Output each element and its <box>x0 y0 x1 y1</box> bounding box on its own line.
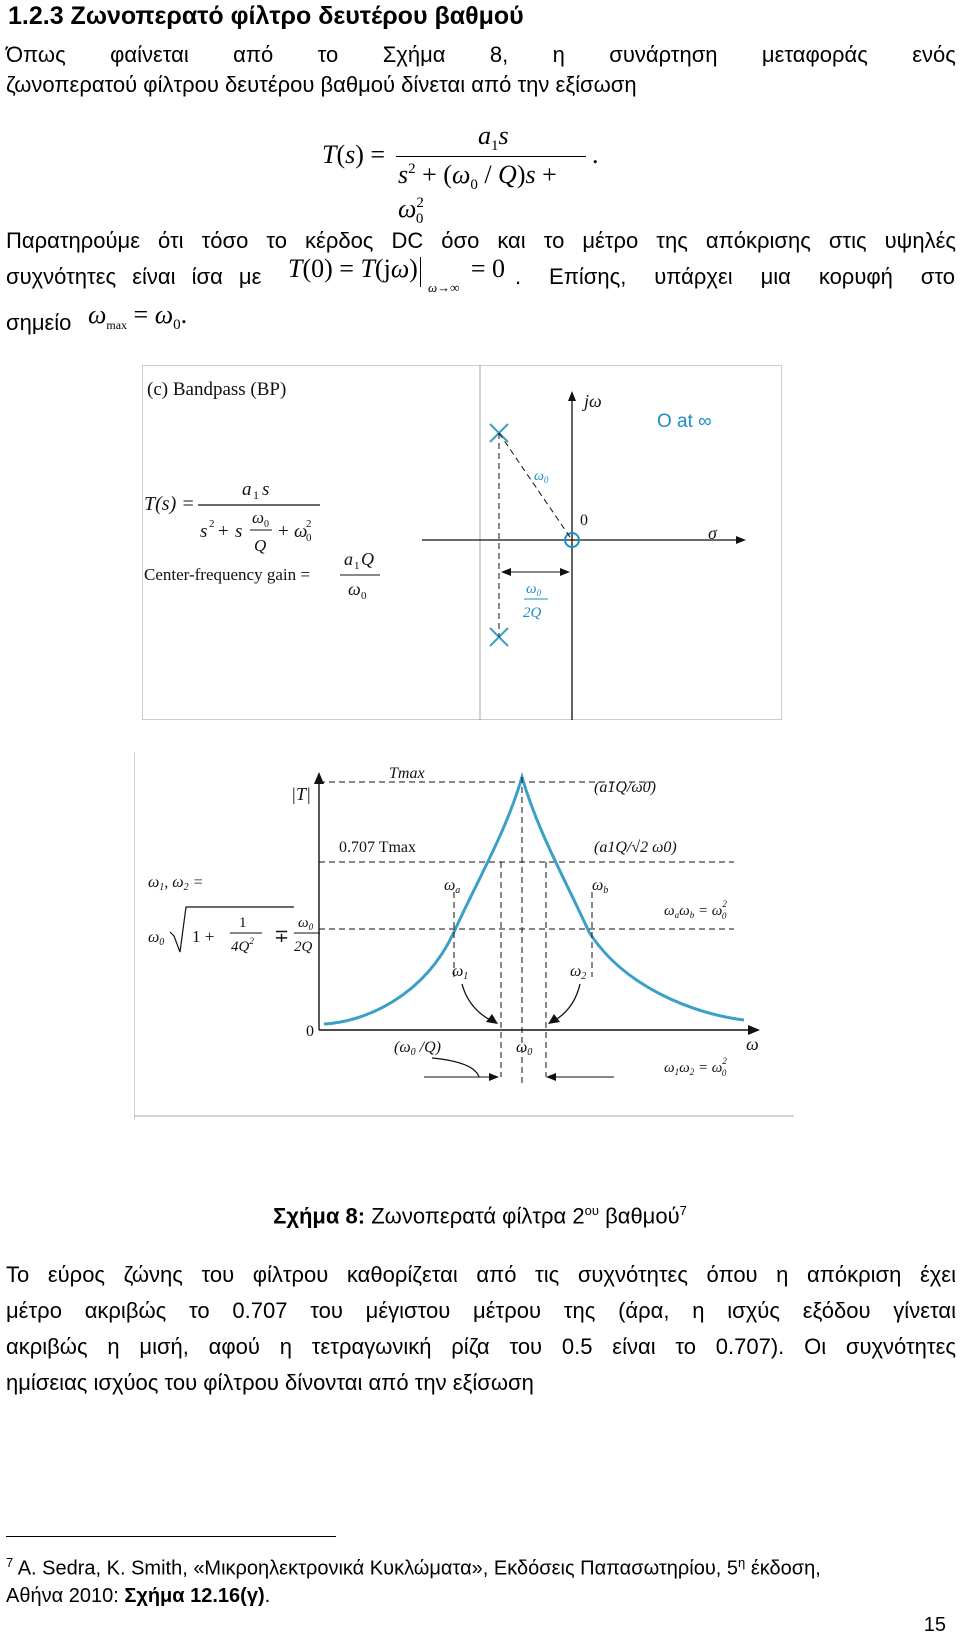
svg-text:s: s <box>235 521 243 542</box>
bandwidth-line-3: ακριβώς η μισή, αφού η τετραγωνική ρίζα του 0.5 είναι το 0.707). Οι συχνότητες <box>6 1334 956 1359</box>
svg-text:s: s <box>262 479 270 500</box>
eq-fraction-bar <box>396 156 586 157</box>
svg-text:∓: ∓ <box>274 926 290 946</box>
observe-math: T(0) = T(jω) = 0 <box>288 254 505 287</box>
svg-text:0: 0 <box>361 590 367 602</box>
svg-text:ω0: $\omega_0$ <box>526 581 542 598</box>
svg-text:a: a <box>344 549 353 569</box>
svg-text:0: 0 <box>264 519 269 530</box>
footnote-line-2: Αθήνα 2010: Σχήμα 12.16(γ). <box>6 1585 271 1607</box>
observe-line-3: σημείο <box>6 310 72 335</box>
svg-text:Q: Q <box>361 549 374 569</box>
intro-word: Όπως <box>6 42 66 67</box>
x-axis-label: ω <box>746 1034 759 1054</box>
intro-word: συνάρτηση <box>609 42 718 67</box>
tmax-label: Tmax <box>389 765 425 782</box>
wb-label: ωb <box>592 877 609 896</box>
observe-line-2-start: συχνότητες είναι ίσα με <box>6 264 262 289</box>
observe-math-2: $\omega_{max} = \omega_0$. <box>88 300 188 333</box>
intro-word: ενός <box>912 42 956 67</box>
intro-word: Σχήμα <box>382 42 446 67</box>
w2-label: ω2 <box>570 963 587 982</box>
svg-text:ω: ω <box>348 579 361 599</box>
intro-word: η <box>552 42 565 67</box>
observe-line-1: Παρατηρούμε ότι τόσο το κέρδος DC όσο και το μέτρο της απόκρισης στις υψηλές <box>6 228 956 253</box>
t707-value: (a1Q/√2 ω0) <box>594 839 677 856</box>
figure-caption <box>0 1203 960 1229</box>
w1-w2-formula <box>148 874 320 955</box>
caption-label: Σχήμα 8: <box>273 1203 366 1229</box>
svg-text:2Q: 2Q <box>523 605 542 621</box>
caption-sup: ου <box>584 1203 599 1218</box>
eq-lhs: T(s) = <box>322 140 386 169</box>
svg-text:+: + <box>218 521 229 542</box>
svg-text:ω: ω <box>294 521 308 542</box>
intro-word: από <box>233 42 274 67</box>
svg-text:+: + <box>278 521 289 542</box>
page-number: 15 <box>923 1614 946 1636</box>
svg-text:ω1, ω2 =: ω1, ω2 = <box>148 874 204 893</box>
w0-axis-label: ω0 <box>516 1039 533 1058</box>
caption-text: Ζωνοπερατά φίλτρα 2 <box>365 1203 585 1229</box>
tmax-value: (a1Q/ω0) <box>594 779 656 796</box>
svg-text:ω0: $\omega_0$ <box>298 915 314 932</box>
w1-label: ω1 <box>452 963 469 982</box>
intro-line-2: ζωνοπερατού φίλτρου δευτέρου βαθμού δίνεται από την εξίσωση <box>6 72 637 97</box>
intro-word: μεταφοράς <box>761 42 868 67</box>
svg-text:2: 2 <box>209 518 215 530</box>
limit-subscript: ω→∞ <box>428 280 460 295</box>
bandwidth-line-2: μέτρο ακριβώς το 0.707 του μέγιστου μέτρου της (άρα, η ισχύς εξόδου γίνεται <box>6 1298 956 1323</box>
bandwidth-leader <box>432 1058 479 1077</box>
svg-text:ω: ω <box>252 508 265 527</box>
intro-word: το <box>317 42 339 67</box>
bandwidth-label: (ω0 /Q) <box>394 1039 441 1058</box>
caption-footnote-ref: 7 <box>679 1203 687 1218</box>
w1w2-label: $\omega_1\omega_2 = \omega^2$ 0 <box>664 1056 727 1078</box>
svg-text:4Q2: $4Q^2$ <box>231 936 254 955</box>
eq-end: . <box>592 140 599 169</box>
footnote-mark: 7 <box>6 1555 14 1570</box>
w0-label: $\omega_0$ <box>534 469 549 485</box>
section-heading: 1.2.3 Ζωνοπερατό φίλτρο δευτέρου βαθμού <box>8 2 524 30</box>
intro-word: φαίνεται <box>110 42 189 67</box>
svg-text:a: a <box>242 479 252 500</box>
svg-text:1: 1 <box>354 560 360 572</box>
svg-text:0: 0 <box>306 532 312 544</box>
svg-text:s: s <box>200 521 208 542</box>
svg-text:1: 1 <box>239 915 247 931</box>
zero-at-infinity-note: O at ∞ <box>657 411 712 432</box>
bandwidth-line-1: Το εύρος ζώνης του φίλτρου καθορίζεται από τις συχνότητες όπου η απόκριση έχει <box>6 1262 956 1287</box>
eq-numerator: $a_1s$ <box>478 121 509 154</box>
w1-arrow <box>462 984 494 1022</box>
origin-zero: 0 <box>306 1023 314 1040</box>
bandwidth-line-4: ημίσειας ισχύος του φίλτρου δίνονται από την εξίσωση <box>6 1370 534 1395</box>
figure-title: (c) Bandpass (BP) <box>147 379 287 400</box>
wa-label: ωa <box>444 877 461 896</box>
y-axis-label: |T| <box>291 784 311 804</box>
svg-text:T(s) =: T(s) = <box>144 493 195 515</box>
magnitude-response-figure <box>134 752 794 1120</box>
svg-text:2Q: 2Q <box>294 939 313 955</box>
pole-zero-figure <box>142 365 782 720</box>
t707-label: 0.707 Tmax <box>339 839 417 856</box>
axis-jw-label: jω <box>584 391 602 411</box>
svg-text:Q: Q <box>254 536 267 555</box>
eq-denominator: $s^2 + (\omega_0 / Q)s + \omega^2_0$ <box>398 160 557 227</box>
svg-text:1: 1 <box>253 488 259 502</box>
svg-text:1 +: 1 + <box>192 927 215 946</box>
intro-word: 8, <box>489 42 509 67</box>
wawb-label: $\omega_a\omega_b = \omega^2$ 0 <box>664 899 727 921</box>
footnote-rule <box>6 1536 336 1537</box>
axis-sigma-label: σ <box>708 523 717 543</box>
observe-line-2-end: . Επίσης, υπάρχει μια κορυφή στο <box>515 264 955 289</box>
svg-text:ω0: ω0 <box>148 929 165 948</box>
svg-text:2: 2 <box>306 518 312 530</box>
w2-arrow <box>552 984 580 1022</box>
response-curve <box>324 777 744 1024</box>
caption-text-2: βαθμού <box>598 1203 680 1229</box>
origin-label: 0 <box>580 512 588 529</box>
footnote-line-1: $^7$ A. Sedra, K. Smith, «Μικροηλεκτρονικά Κυκλώματα», Εκδόσεις Παπασωτηρίου, $5^\eta$ έκδοση, <box>6 1555 821 1580</box>
svg-text:Center-frequency gain =: Center-frequency gain = <box>144 565 310 584</box>
